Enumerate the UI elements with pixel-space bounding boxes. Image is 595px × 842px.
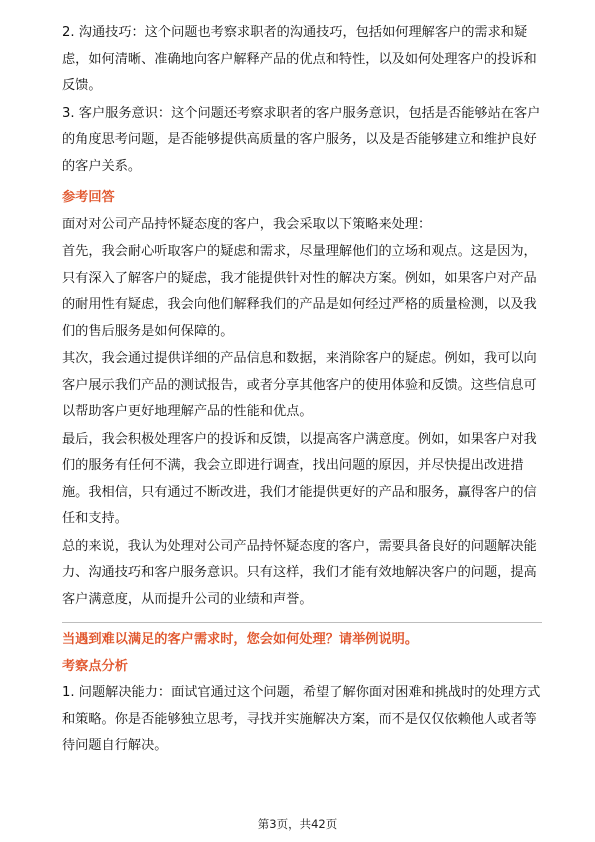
answer-paragraph-first: 首先，我会耐心听取客户的疑虑和需求，尽量理解他们的立场和观点。这是因为，只有深入了解客户的疑虑，我才能提供针对性的解决方案。例如，如果客户对产品的耐用性有疑虑，我会向他们解释我们的产品是如何经过严格的质量检测，以及我们的售后服务是如何保障的。 [62,244,537,339]
criteria-item-customer-service: 3. 客户服务意识：这个问题还考察求职者的客户服务意识，包括是否能够站在客户的角度思考问题，是否能够提供高质量的客户服务，以及是否能够建立和维护良好的客户关系。 [62,105,541,174]
reference-answer-heading: 参考回答 [62,190,115,205]
answer-paragraph-intro: 面对对公司产品持怀疑态度的客户，我会采取以下策略来处理： [62,216,432,232]
section-divider [62,622,542,623]
criteria-item-communication: 2. 沟通技巧：这个问题也考察求职者的沟通技巧，包括如何理解客户的需求和疑虑，如何清晰、准确地向客户解释产品的优点和特性，以及如何处理客户的投诉和反馈。 [62,25,537,93]
answer-paragraph-summary: 总的来说，我认为处理对公司产品持怀疑态度的客户，需要具备良好的问题解决能力、沟通技巧和客户服务意识。只有这样，我们才能有效地解决客户的问题，提高客户满意度，从而提升公司的业绩和声誉。 [62,538,537,607]
page-number: 第3页，共42页 [257,817,338,831]
analysis-item-problem-solving: 1. 问题解决能力：面试官通过这个问题，希望了解你面对困难和挑战时的处理方式和策略。你是否能够独立思考，寻找并实施解决方案，而不是仅仅依赖他人或者等待问题自行解决。 [62,685,541,753]
answer-paragraph-last: 最后，我会积极处理客户的投诉和反馈，以提高客户满意度。例如，如果客户对我们的服务有任何不满，我会立即进行调查，找出问题的原因，并尽快提出改进措施。我相信，只有通过不断改进，我们才能提供更好的产品和服务，赢得客户的信任和支持。 [62,431,537,526]
answer-paragraph-second: 其次，我会通过提供详细的产品信息和数据，来消除客户的疑虑。例如，我可以向客户展示我们产品的测试报告，或者分享其他客户的使用体验和反馈。这些信息可以帮助客户更好地理解产品的性能和优点。 [62,351,537,419]
interview-question: 当遇到难以满足的客户需求时，您会如何处理？请举例说明。 [62,632,419,647]
analysis-heading: 考察点分析 [62,658,128,674]
page-content [62,20,542,761]
